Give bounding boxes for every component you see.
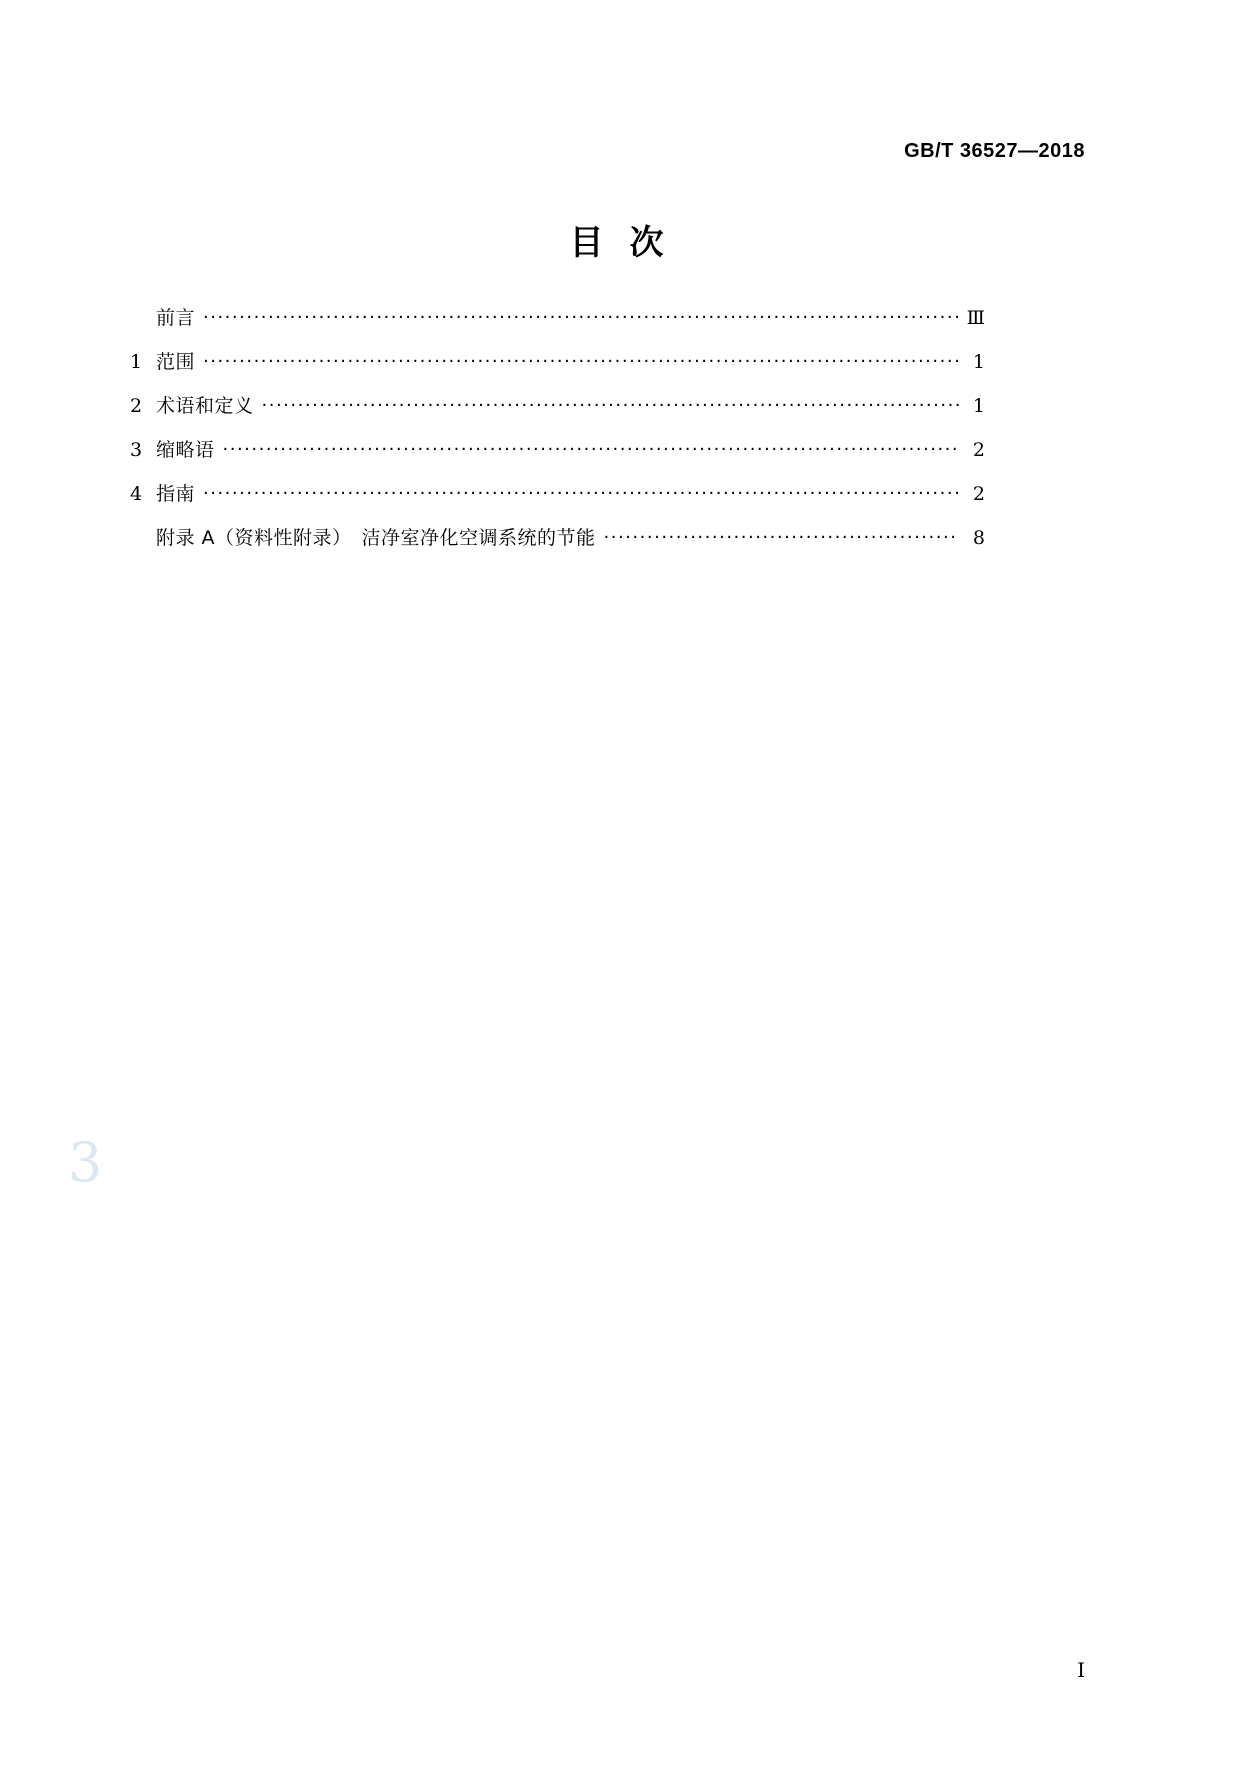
toc-leader-dots (203, 485, 959, 505)
toc-leader-dots (604, 529, 959, 549)
toc-leader-dots (203, 353, 959, 373)
page-title: 目次 (569, 223, 690, 263)
toc-entry-label: 范围 (156, 351, 196, 373)
toc-entry-label: 术语和定义 (156, 395, 254, 417)
toc-entry-terms-and-definitions[interactable] (130, 393, 985, 419)
toc-entry-page: 1 (972, 395, 985, 417)
toc-leader-dots (262, 397, 959, 417)
toc-entry-guidelines[interactable] (130, 481, 985, 507)
toc-entry-label: 附录 A（资料性附录） 洁净室净化空调系统的节能 (156, 527, 596, 549)
toc-entry-label: 指南 (156, 483, 196, 505)
toc-entry-label: 缩略语 (156, 439, 215, 461)
toc-entry-number: 2 (130, 395, 143, 417)
toc-entry-page: 2 (972, 439, 985, 461)
table-of-contents (130, 305, 985, 569)
toc-entry-abbreviations[interactable] (130, 437, 985, 463)
watermark: 3 (68, 1131, 103, 1194)
toc-entry-page: Ⅲ (966, 307, 985, 329)
page-number: I (1077, 1658, 1085, 1682)
toc-leader-dots (223, 441, 959, 461)
toc-entry-page: 8 (972, 527, 985, 549)
toc-entry-number: 3 (130, 439, 143, 461)
toc-entry-page: 2 (972, 483, 985, 505)
standard-number: GB/T 36527—2018 (904, 140, 1085, 162)
toc-entry-number: 1 (130, 351, 143, 373)
toc-entry-page: 1 (972, 351, 985, 373)
toc-entry-annex-a[interactable] (130, 525, 985, 551)
toc-leader-dots (203, 309, 959, 329)
toc-entry-number: 4 (130, 483, 143, 505)
toc-entry-scope[interactable] (130, 349, 985, 375)
toc-entry-foreword[interactable] (130, 305, 985, 331)
toc-entry-label: 前言 (156, 307, 196, 329)
